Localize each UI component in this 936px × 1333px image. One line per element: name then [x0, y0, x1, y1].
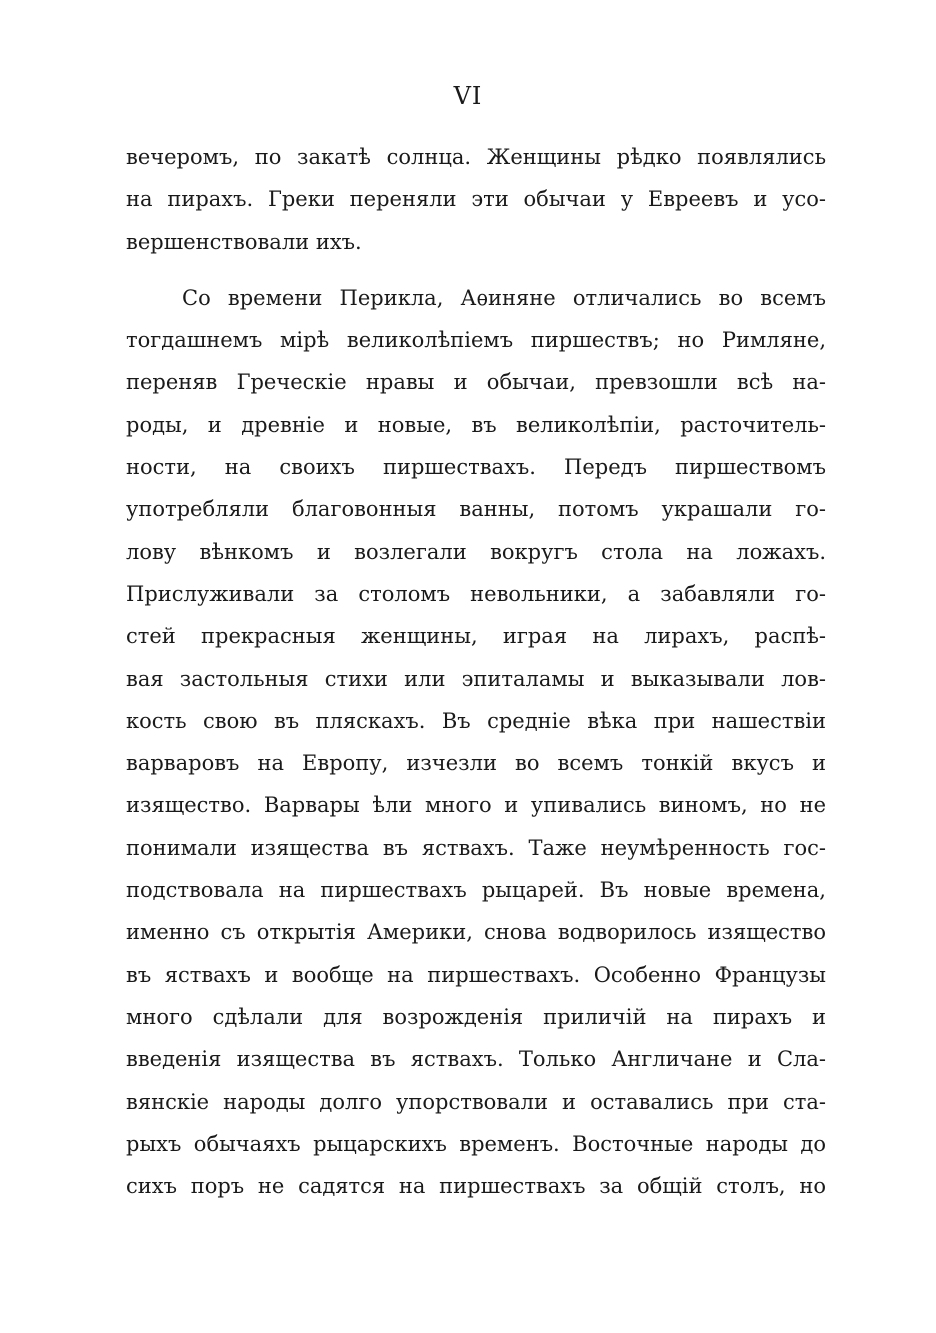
text-line: кость свою въ пляскахъ. Въ средніе вѣка при нашествіи — [126, 708, 826, 733]
text-line: Со времени Перикла, Аѳиняне отличались во всемъ — [182, 285, 826, 310]
text-line: вершенствовали ихъ. — [126, 229, 362, 254]
text-line: на пирахъ. Греки переняли эти обычаи у Евреевъ и усо- — [126, 187, 826, 212]
text-line: введенія изящества въ яствахъ. Только Англичане и Сла- — [126, 1047, 826, 1072]
text-line: вечеромъ, по закатѣ солнца. Женщины рѣдко появлялись — [126, 145, 826, 169]
text-line: много сдѣлали для возрожденія приличій на пирахъ и — [126, 1004, 826, 1029]
text-line: рыхъ обычаяхъ рыцарскихъ временъ. Восточные народы до — [126, 1131, 826, 1156]
text-line: употребляли благовонныя ванны, потомъ украшали го- — [126, 497, 826, 522]
text-line: Прислуживали за столомъ невольники, а забавляли го- — [126, 581, 826, 606]
text-line: вая застольныя стихи или эпиталамы и выказывали лов- — [126, 666, 826, 691]
text-line: стей прекрасныя женщины, играя на лирахъ, распѣ- — [126, 624, 826, 649]
text-line: сихъ поръ не садятся на пиршествахъ за общій столъ, но — [126, 1174, 826, 1199]
text-line: понимали изящества въ яствахъ. Таже неумѣренность гос- — [126, 835, 826, 860]
text-line: переняв Греческіе нравы и обычаи, превзошли всѣ на- — [126, 370, 826, 395]
text-line: подствовала на пиршествахъ рыцарей. Въ новые времена, — [126, 878, 826, 903]
text-line: роды, и древніе и новые, въ великолѣпіи, расточитель- — [126, 412, 826, 437]
text-line: вянскіе народы долго упорствовали и оставались при ста- — [126, 1089, 826, 1114]
text-line: ности, на своихъ пиршествахъ. Передъ пиршествомъ — [126, 455, 826, 480]
text-line: изящество. Варвары ѣли много и упивались виномъ, но не — [126, 793, 826, 818]
text-line: въ яствахъ и вообще на пиршествахъ. Особенно Французы — [126, 962, 826, 987]
text-line: лову вѣнкомъ и возлегали вокругъ стола на ложахъ. — [126, 539, 826, 564]
body-text — [126, 136, 826, 1207]
paragraph-gap — [126, 263, 826, 277]
text-line: варваровъ на Европу, изчезли во всемъ тонкій вкусъ и — [126, 751, 826, 776]
text-line: тогдашнемъ мірѣ великолѣпіемъ пиршествъ; но Римляне, — [126, 328, 826, 353]
text-line: именно съ открытія Америки, снова водворилось изящество — [126, 920, 826, 945]
page-number: VI — [453, 82, 483, 110]
